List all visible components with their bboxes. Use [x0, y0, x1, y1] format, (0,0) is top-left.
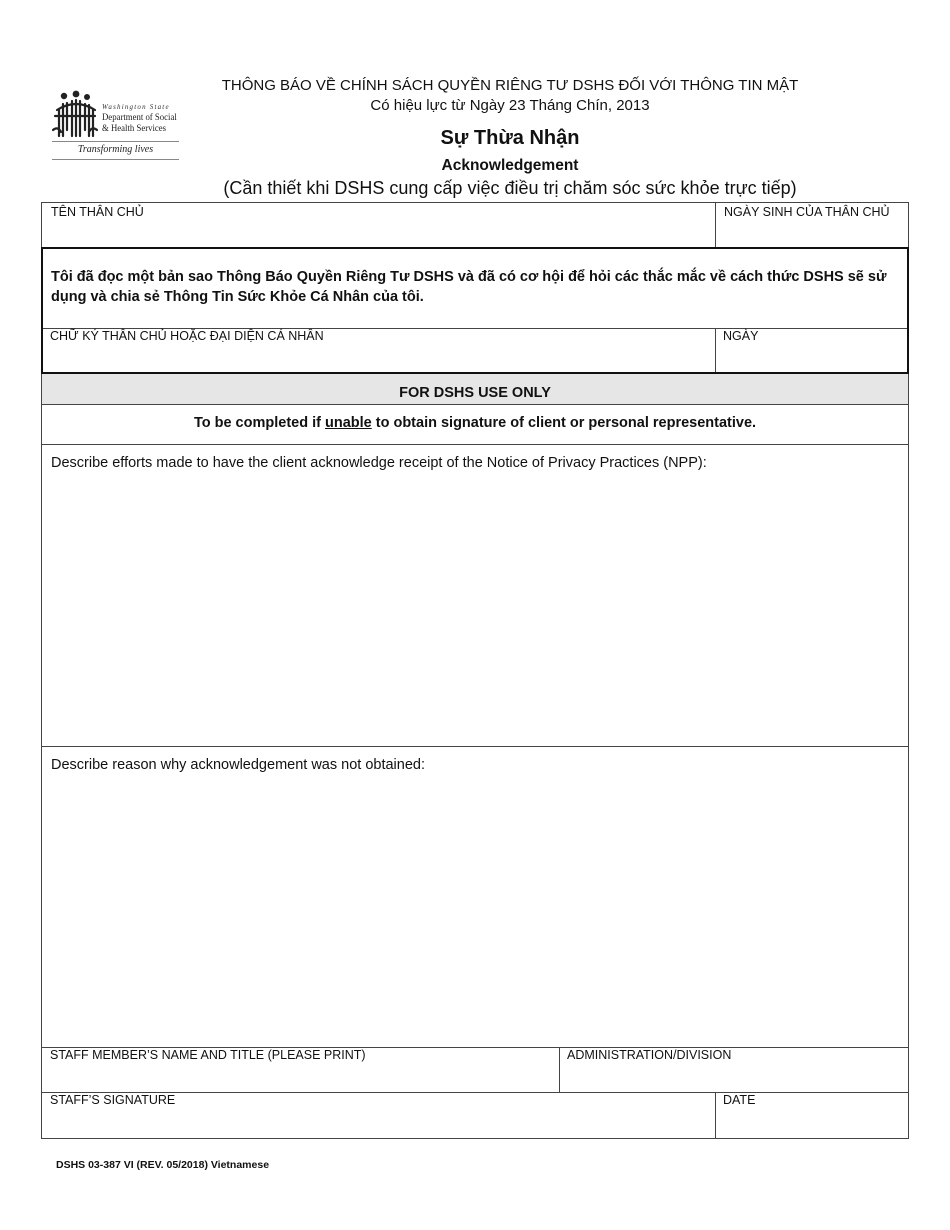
- notice-title: THÔNG BÁO VỀ CHÍNH SÁCH QUYỀN RIÊNG TƯ DSHS ĐỐI VỚI THÔNG TIN MẬT: [221, 77, 799, 94]
- efforts-prompt: Describe efforts made to have the client acknowledge receipt of the Notice of Privacy Practices (NPP):: [51, 455, 707, 471]
- acknowledgement-statement: Tôi đã đọc một bản sao Thông Báo Quyền Riêng Tư DSHS và đã có cơ hội để hỏi các thắc mắc về cách thức DSHS sẽ sử dụng và chia sẻ Thông Tin Sức Khỏe Cá Nhân của tôi.: [51, 269, 887, 305]
- effective-date: Có hiệu lực từ Ngày 23 Tháng Chín, 2013: [370, 97, 650, 114]
- client-name-label: TÊN THÂN CHỦ: [51, 205, 144, 219]
- dshs-use-only-heading: FOR DSHS USE ONLY: [41, 374, 909, 405]
- admin-division-label: ADMINISTRATION/DIVISION: [567, 1048, 732, 1062]
- page-note: (Cần thiết khi DSHS cung cấp việc điều trị chăm sóc sức khỏe trực tiếp): [223, 178, 797, 198]
- client-dob-field[interactable]: [716, 203, 908, 249]
- staff-signature-field[interactable]: [42, 1092, 714, 1138]
- logo-dept-line2: & Health Services: [102, 124, 167, 134]
- staff-signature-row: [41, 1092, 909, 1139]
- reason-field[interactable]: [41, 746, 909, 1048]
- staff-signature-label: STAFF’S SIGNATURE: [50, 1093, 176, 1107]
- client-name-field[interactable]: [42, 203, 714, 249]
- logo-dept-line1: Department of Social: [102, 113, 177, 123]
- staff-name-label: STAFF MEMBER’S NAME AND TITLE (PLEASE PRINT): [50, 1048, 366, 1062]
- staff-date-label: DATE: [723, 1093, 756, 1107]
- instruction-text-underlined: unable: [324, 415, 372, 431]
- logo-tagline: Transforming lives: [77, 144, 154, 155]
- client-info-row: [41, 202, 909, 249]
- client-acknowledgement-box: [41, 247, 909, 374]
- client-dob-label: NGÀY SINH CỦA THÂN CHỦ: [724, 205, 890, 219]
- instruction-text-before: To be completed if: [193, 415, 325, 431]
- staff-info-row: [41, 1047, 909, 1093]
- page-subtitle: Acknowledgement: [441, 157, 579, 174]
- form-id-footer: DSHS 03-387 VI (REV. 05/2018) Vietnamese: [56, 1159, 270, 1171]
- logo-state-text: Washington State: [102, 103, 170, 111]
- staff-name-field[interactable]: [42, 1047, 558, 1092]
- dshs-instruction: [41, 405, 909, 445]
- reason-prompt: Describe reason why acknowledgement was not obtained:: [51, 757, 425, 773]
- signature-date-field[interactable]: [716, 329, 907, 372]
- admin-division-field[interactable]: [560, 1047, 908, 1092]
- page-title: Sự Thừa Nhận: [440, 127, 580, 149]
- client-signature-field[interactable]: [43, 329, 714, 372]
- efforts-field[interactable]: [41, 444, 909, 747]
- signature-date-label: NGÀY: [723, 329, 759, 343]
- client-signature-label: CHỮ KÝ THÂN CHỦ HOẶC ĐẠI DIỆN CÁ NHÂN: [50, 329, 324, 343]
- staff-date-field[interactable]: [716, 1092, 908, 1138]
- instruction-text-after: to obtain signature of client or personal representative.: [371, 415, 757, 431]
